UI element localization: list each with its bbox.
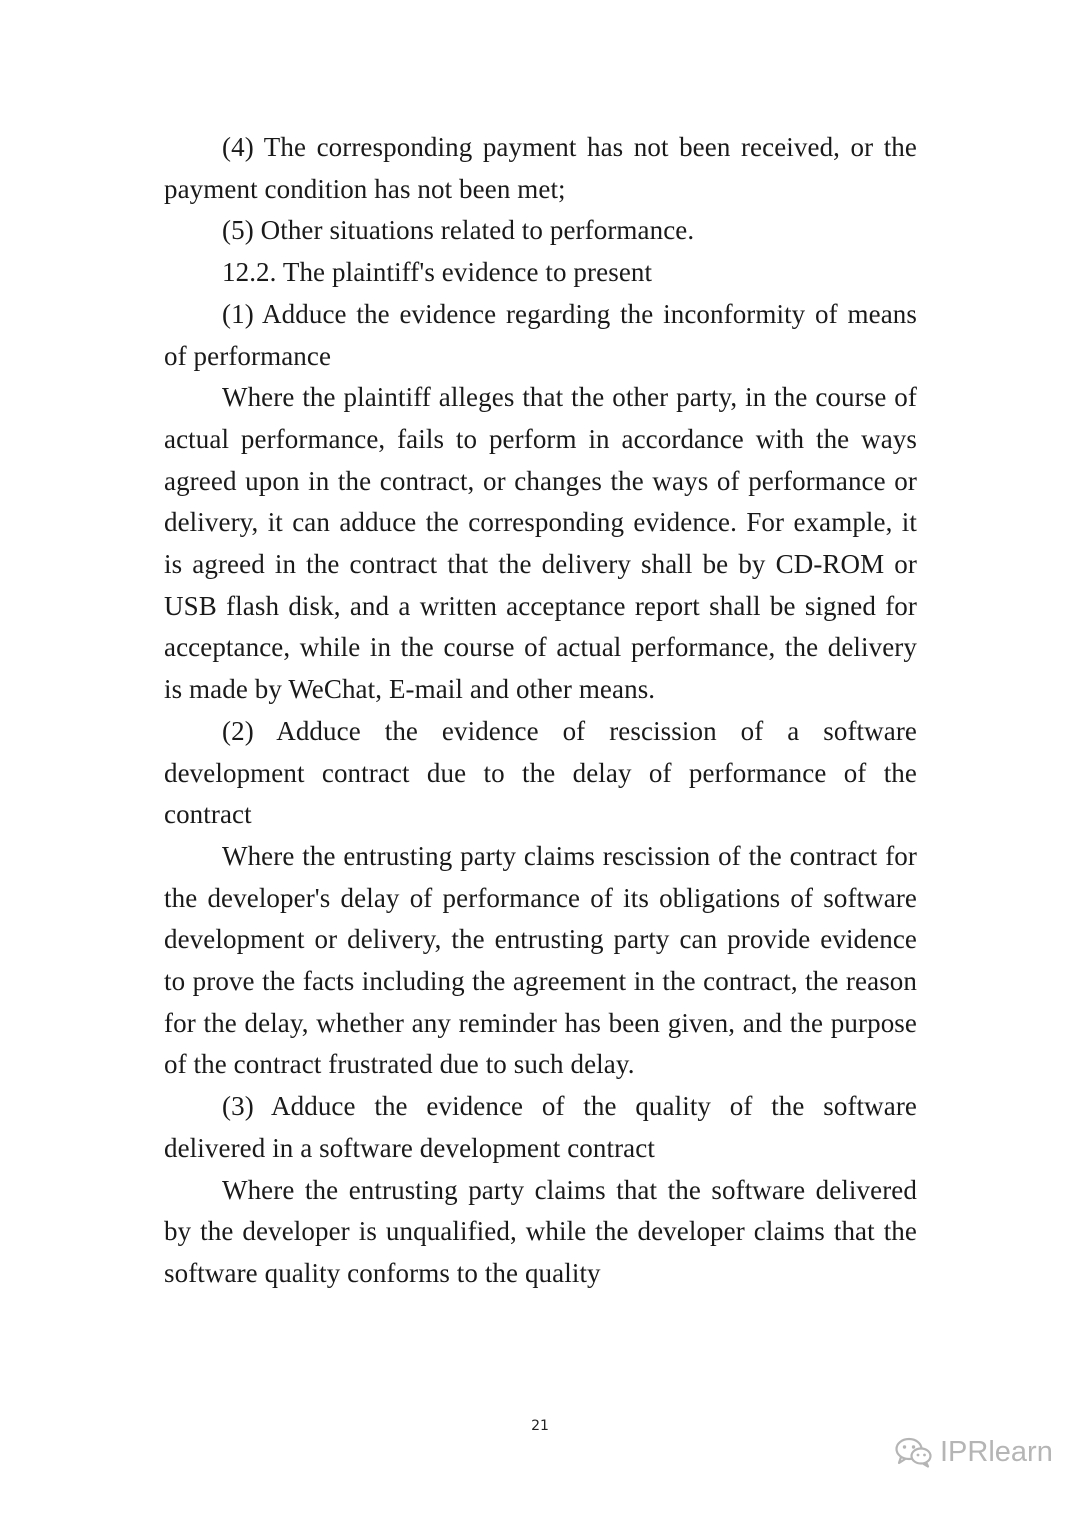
document-body <box>164 127 917 1295</box>
watermark-text: IPRlearn <box>940 1435 1053 1468</box>
watermark <box>894 1432 1053 1472</box>
paragraph-rescission-delay: Where the entrusting party claims rescission of the contract for the developer's delay of performance of its obligations of software development or delivery, the entrusting party can provide evidence to prove the facts including the agreement in the contract, the reason for the delay, whether any reminder has been given, and the purpose of the contract frustrated due to such delay. <box>164 840 917 1080</box>
subheading-software-quality: (3) Adduce the evidence of the quality of the software delivered in a software development contract <box>164 1091 917 1163</box>
wechat-icon <box>894 1436 934 1468</box>
paragraph-software-quality: Where the entrusting party claims that the software delivered by the developer is unqualified, while the developer claims that the software quality conforms to the quality <box>164 1174 917 1288</box>
paragraph-means-of-performance: Where the plaintiff alleges that the other party, in the course of actual performance, fails to perform in accordance with the ways agreed upon in the contract, or changes the ways of performance or delivery, it can adduce the corresponding evidence. For example, it is agreed in the contract that the delivery shall be by CD-ROM or USB flash disk, and a written acceptance report shall be signed for acceptance, while in the course of actual performance, the delivery is made by WeChat, E-mail and other means. <box>164 382 917 705</box>
subheading-rescission-delay: (2) Adduce the evidence of rescission of a software development contract due to the delay of performance of the contract <box>164 715 917 830</box>
page-number: 21 <box>531 1418 549 1434</box>
subheading-means-of-performance: (1) Adduce the evidence regarding the inconformity of means of performance <box>164 298 917 371</box>
section-heading-12-2: 12.2. The plaintiff's evidence to present <box>222 257 653 288</box>
paragraph-item-5-other: (5) Other situations related to performance. <box>222 215 695 246</box>
paragraph-item-4-payment: (4) The corresponding payment has not been received, or the payment condition has not been met; <box>164 132 917 204</box>
